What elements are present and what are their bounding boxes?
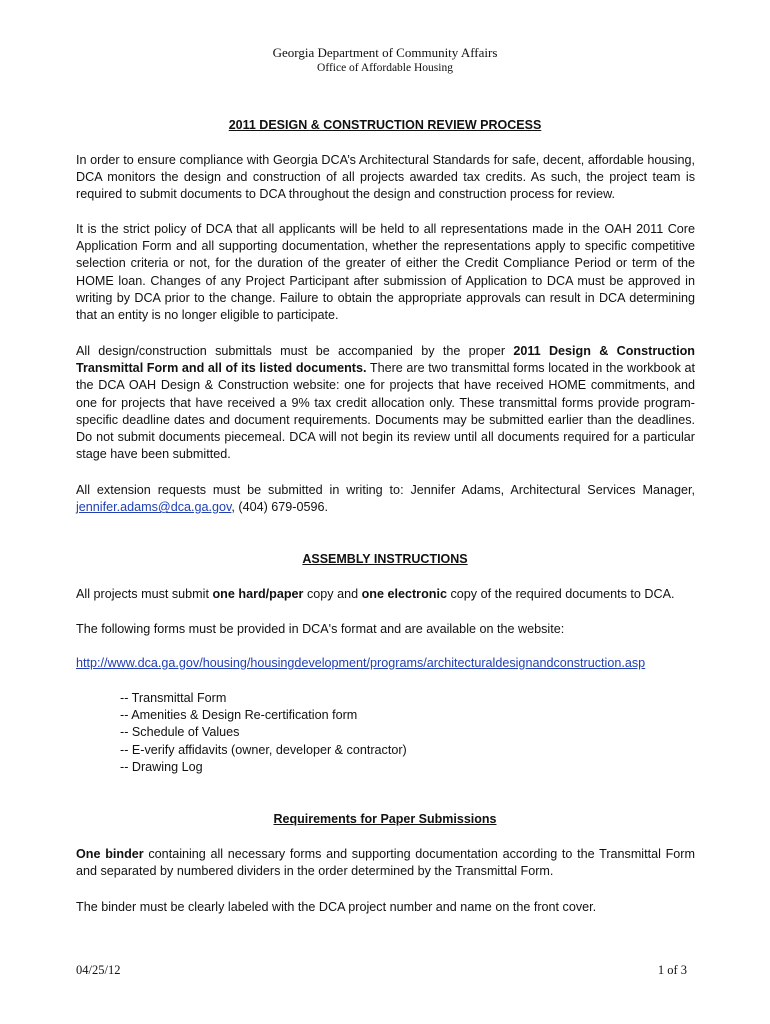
- submission-lead: All projects must submit: [76, 587, 213, 601]
- binder-label-line: The binder must be clearly labeled with the DCA project number and name on the front cover.: [76, 900, 597, 914]
- footer-date: 04/25/12: [76, 963, 121, 977]
- submission-line: [76, 586, 675, 603]
- intro-paragraph: In order to ensure compliance with Georgia DCA’s Architectural Standards for safe, decent, affordable housing, DCA monitors the design and construction of all projects awarded tax credits. As such, the project team is required to submit documents to DCA throughout the design and construction process for review.: [76, 153, 695, 202]
- assembly-heading: ASSEMBLY INSTRUCTIONS: [302, 552, 468, 566]
- policy-paragraph: It is the strict policy of DCA that all applicants will be held to all representations made in the OAH 2011 Core Application Form and all supporting documentation, whether the representations apply to specific competitive selection criteria or not, for the duration of the greater of either the Credit Compliance Period or term of the HOME loan. Changes of any Project Participant after submission of Application to DCA must be approved in writing by DCA prior to the change. Failure to obtain the appropriate approvals can result in DCA determining that an entity is no longer eligible to participate.: [76, 222, 695, 323]
- transmittal-paragraph: [76, 343, 695, 463]
- list-item: -- Transmittal Form: [120, 691, 227, 705]
- list-item: -- Drawing Log: [120, 759, 203, 774]
- list-item: -- Amenities & Design Re-certification form: [120, 708, 358, 723]
- transmittal-rest: There are two transmittal forms located in the workbook at the DCA OAH Design & Construction website: one for projects that have received HOME commitments, and one for projects that have received a 9% tax credit allocation only. These transmittal forms provide program-specific deadline dates and document requirements. Documents may be submitted earlier than the deadlines. Do not submit documents piecemeal. DCA will not begin its review until all documents required for a particular stage have been submitted.: [76, 361, 695, 462]
- email-link[interactable]: jennifer.adams@dca.ga.gov: [76, 500, 232, 515]
- transmittal-bold: 2011 Design & Construction Transmittal Form and all of its listed documents.: [76, 344, 695, 376]
- header-org: Georgia Department of Community Affairs: [272, 45, 498, 60]
- paper-requirements-heading: Requirements for Paper Submissions: [273, 812, 497, 826]
- forms-intro: The following forms must be provided in DCA's format and are available on the website:: [76, 622, 565, 636]
- submission-hard-copy: one hard/paper: [212, 587, 304, 601]
- binder-bold: One binder: [76, 847, 144, 861]
- website-link[interactable]: http://www.dca.ga.gov/housing/housingdevelopment/programs/architecturaldesignandconstruction.asp: [76, 656, 646, 670]
- extension-paragraph: [76, 482, 695, 516]
- extension-lead: All extension requests must be submitted in writing to: Jennifer Adams, Architectural Services Manager,: [76, 483, 695, 497]
- binder-rest: containing all necessary forms and supporting documentation according to the Transmittal Form and separated by numbered dividers in the order determined by the Transmittal Form.: [76, 847, 695, 879]
- submission-rest: copy of the required documents to DCA.: [446, 587, 675, 601]
- list-item: -- E-verify affidavits (owner, developer & contractor): [120, 742, 407, 757]
- list-item: -- Schedule of Values: [120, 725, 240, 740]
- footer-page-number: 1 of 3: [657, 963, 687, 977]
- submission-mid: copy and: [303, 587, 362, 601]
- binder-paragraph: [76, 846, 695, 880]
- website-link-line: [76, 655, 645, 672]
- extension-rest: , (404) 679-0596.: [231, 500, 328, 515]
- required-forms-list: [120, 690, 407, 776]
- document-title: 2011 DESIGN & CONSTRUCTION REVIEW PROCESS: [228, 118, 542, 132]
- submission-electronic: one electronic: [361, 587, 447, 601]
- header-office: Office of Affordable Housing: [317, 62, 453, 74]
- transmittal-lead: All design/construction submittals must be accompanied by the proper: [76, 344, 514, 358]
